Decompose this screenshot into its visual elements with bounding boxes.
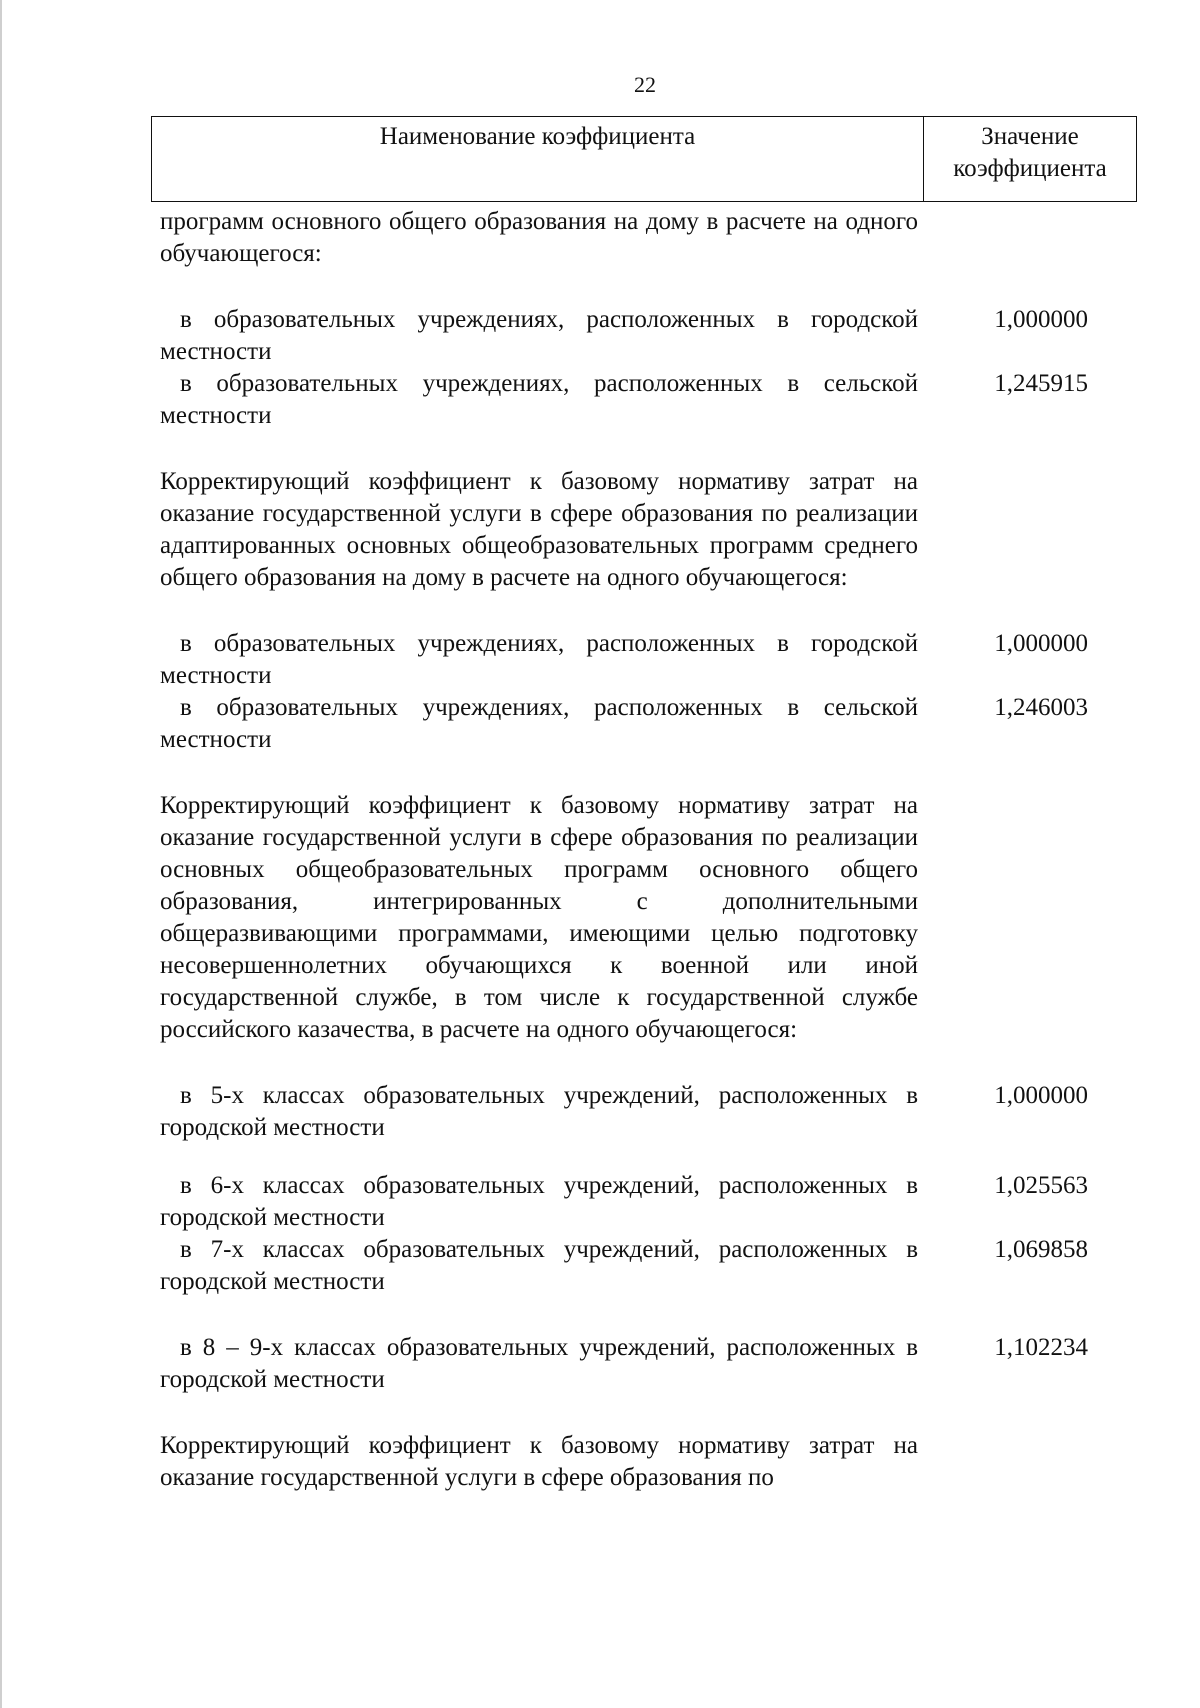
row-value: 1,246003 bbox=[994, 694, 1088, 721]
header-value-column: Значение коэффициента bbox=[953, 123, 1107, 182]
table-row bbox=[160, 1170, 1160, 1234]
page-number: 22 bbox=[634, 72, 656, 97]
table-row bbox=[160, 1430, 1160, 1494]
row-text: программ основного общего образования на дому в расчете на одного обучающегося: bbox=[160, 208, 918, 267]
row-text: в образовательных учреждениях, расположенных в городской местности bbox=[160, 306, 918, 365]
row-value: 1,069858 bbox=[994, 1236, 1088, 1263]
table-row bbox=[160, 692, 1160, 756]
row-value: 1,000000 bbox=[994, 306, 1088, 333]
row-text: в 6-х классах образовательных учреждений, расположенных в городской местности bbox=[160, 1172, 918, 1231]
row-text: Корректирующий коэффициент к базовому нормативу затрат на оказание государственной услуги в сфере образования по реализации основных общеобразовательных программ основного общего образования, интегрированных с дополнительными общеразвивающими программами, имеющими целью подготовку несовершеннолетних обучающихся к военной или иной государственной службе, в том числе к государственной службе российского казачества, в расчете на одного обучающегося: bbox=[160, 792, 918, 1043]
table-row bbox=[160, 790, 1160, 1046]
header-name-column: Наименование коэффициента bbox=[152, 117, 924, 201]
row-value: 1,000000 bbox=[994, 1082, 1088, 1109]
table-row bbox=[160, 304, 1160, 368]
coefficient-list bbox=[160, 206, 1160, 1494]
row-text: в 8 – 9-х классах образовательных учреждений, расположенных в городской местности bbox=[160, 1334, 918, 1393]
row-value: 1,000000 bbox=[994, 630, 1088, 657]
table-row bbox=[160, 1234, 1160, 1298]
row-value: 1,025563 bbox=[994, 1172, 1088, 1199]
row-text: в образовательных учреждениях, расположенных в городской местности bbox=[160, 630, 918, 689]
table-row bbox=[160, 628, 1160, 692]
table-row bbox=[160, 1080, 1160, 1144]
table-row bbox=[160, 206, 1160, 270]
table-row bbox=[160, 466, 1160, 594]
row-text: в образовательных учреждениях, расположенных в сельской местности bbox=[160, 370, 918, 429]
row-text: Корректирующий коэффициент к базовому нормативу затрат на оказание государственной услуги в сфере образования по bbox=[160, 1432, 918, 1491]
row-text: Корректирующий коэффициент к базовому нормативу затрат на оказание государственной услуги в сфере образования по реализации адаптированных основных общеобразовательных программ среднего общего образования на дому в расчете на одного обучающегося: bbox=[160, 468, 918, 591]
row-text: в 7-х классах образовательных учреждений, расположенных в городской местности bbox=[160, 1236, 918, 1295]
row-value: 1,102234 bbox=[994, 1334, 1088, 1361]
row-text: в 5-х классах образовательных учреждений, расположенных в городской местности bbox=[160, 1082, 918, 1141]
row-value: 1,245915 bbox=[994, 370, 1088, 397]
page-edge bbox=[0, 0, 2, 1708]
table-row bbox=[160, 1332, 1160, 1396]
row-text: в образовательных учреждениях, расположенных в сельской местности bbox=[160, 694, 918, 753]
table-header bbox=[151, 116, 1137, 202]
table-row bbox=[160, 368, 1160, 432]
